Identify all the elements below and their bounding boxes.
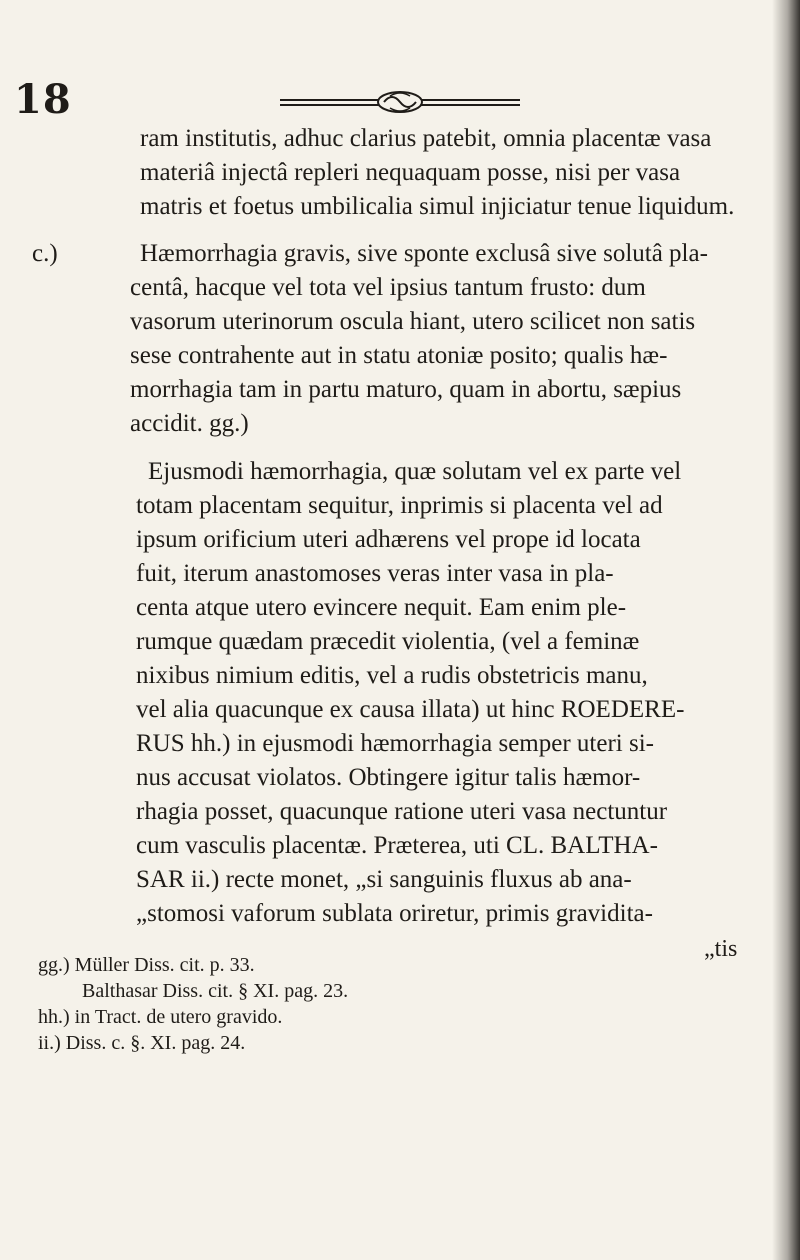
header-ornament (280, 86, 520, 120)
text-line-8: morrhagia tam in partu maturo, quam in abortu, sæpius (130, 376, 682, 403)
text-line-16: nixibus nimium editis, vel a rudis obstetricis manu, (136, 662, 648, 689)
page-edge-shadow (772, 0, 800, 1260)
text-line-12: ipsum orificium uteri adhærens vel prope id locata (136, 526, 641, 553)
text-line-18: RUS hh.) in ejusmodi hæmorrhagia semper uteri si- (136, 730, 654, 757)
text-line-11: totam placentam sequitur, inprimis si placenta vel ad (136, 492, 663, 519)
text-line-1: ram institutis, adhuc clarius patebit, omnia placentæ vasa (140, 125, 712, 152)
text-line-13: fuit, iterum anastomoses veras inter vasa in pla- (136, 560, 614, 587)
catchword: „tis (704, 936, 738, 962)
text-line-2: materiâ injectâ repleri nequaquam posse, nisi per vasa (140, 159, 681, 186)
text-line-22: SAR ii.) recte monet, „si sanguinis fluxus ab ana- (136, 866, 632, 893)
footnote-ii: ii.) Diss. c. §. XI. pag. 24. (38, 1032, 246, 1054)
footnote-gg-continued: Balthasar Diss. cit. § XI. pag. 23. (82, 980, 349, 1002)
text-line-4: Hæmorrhagia gravis, sive sponte exclusâ sive solutâ pla- (140, 240, 708, 267)
footnote-hh: hh.) in Tract. de utero gravido. (38, 1006, 283, 1028)
text-line-6: vasorum uterinorum oscula hiant, utero scilicet non satis (130, 308, 696, 335)
text-line-10: Ejusmodi hæmorrhagia, quæ solutam vel ex parte vel (148, 458, 682, 485)
text-line-7: sese contrahente aut in statu atoniæ posito; qualis hæ- (130, 342, 668, 369)
text-line-23: „stomosi vaforum sublata oriretur, primis gravidita- (136, 900, 653, 927)
page-number: 18 (14, 76, 72, 123)
footnote-gg: gg.) Müller Diss. cit. p. 33. (38, 954, 255, 976)
text-line-15: rumque quædam præcedit violentia, (vel a feminæ (136, 628, 640, 655)
text-line-17: vel alia quacunque ex causa illata) ut hinc ROEDERE- (136, 696, 685, 723)
text-line-20: rhagia posset, quacunque ratione uteri vasa nectuntur (136, 798, 668, 825)
text-line-19: nus accusat violatos. Obtingere igitur talis hæmor- (136, 764, 641, 791)
section-label-c: c.) (32, 240, 58, 267)
text-line-14: centa atque utero evincere nequit. Eam enim ple- (136, 594, 627, 621)
text-line-9: accidit. gg.) (130, 410, 249, 437)
text-line-3: matris et foetus umbilicalia simul injiciatur tenue liquidum. (140, 193, 735, 220)
text-line-21: cum vasculis placentæ. Præterea, uti CL. BALTHA- (136, 832, 658, 859)
text-line-5: centâ, hacque vel tota vel ipsius tantum frusto: dum (130, 274, 646, 301)
